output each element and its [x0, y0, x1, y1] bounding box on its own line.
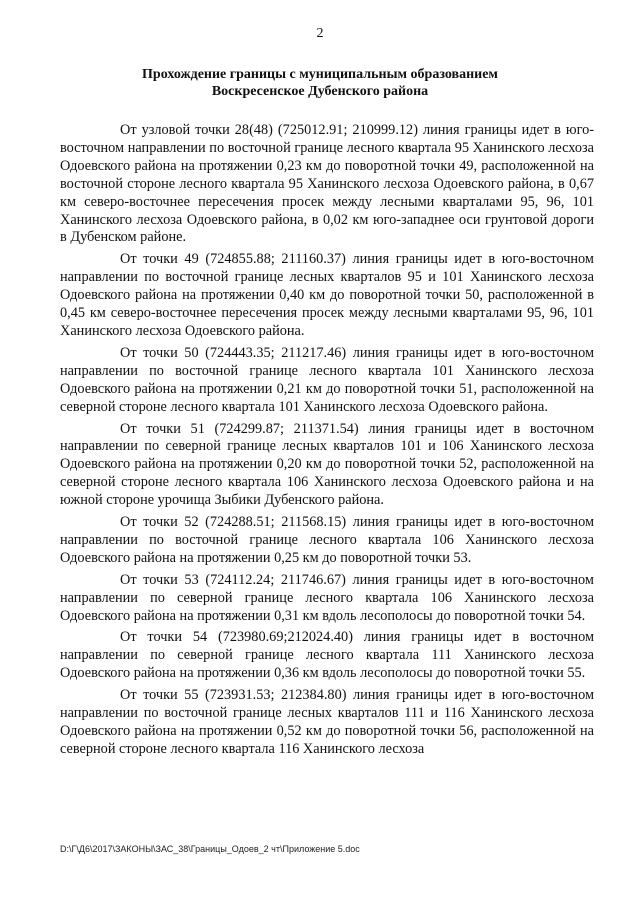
heading-line-1: Прохождение границы с муниципальным образованием — [142, 67, 498, 82]
paragraph-point-52: От точки 52 (724288.51; 211568.15) линия границы идет в юго-восточном направлении по восточной границе лесного квартала 106 Ханинского лесхоза Одоевского района на протяжении 0,25 км до поворотной точки 53. — [60, 514, 594, 566]
paragraph-point-28: От узловой точки 28(48) (725012.91; 210999.12) линия границы идет в юго-восточном направлении по восточной границе лесного квартала 95 Ханинского лесхоза Одоевского района на протяжении 0,23 км до поворотной точки 49, расположенной на восточной стороне лесного квартала 95 Ханинского лесхоза Одоевского района, в 0,67 км северо-восточнее пересечения просек между лесными кварталами 95, 96, 101 Ханинского лесхоза Одоевского района, в 0,02 км юго-западнее оси грунтовой дороги в Дубенском районе. — [60, 122, 594, 246]
paragraph-point-53: От точки 53 (724112.24; 211746.67) линия границы идет в юго-восточном направлении по северной границе лесного квартала 106 Ханинского лесхоза Одоевского района на протяжении 0,31 км вдоль лесополосы до поворотной точки 54. — [60, 571, 594, 624]
document-body — [60, 122, 594, 759]
paragraph-point-51: От точки 51 (724299.87; 211371.54) линия границы идет в восточном направлении по северной границе лесных кварталов 101 и 106 Ханинского лесхоза Одоевского района на протяжении 0,20 км до поворотной точки 52, расположенной на северной стороне лесного квартала 106 Ханинского лесхоза Одоевского района и на южной стороне урочища Зыбики Дубенского района. — [60, 420, 594, 509]
paragraph-point-54: От точки 54 (723980.69;212024.40) линия границы идет в восточном направлении по северной границе лесного квартала 111 Ханинского лесхоза Одоевского района на протяжении 0,36 км вдоль лесополосы до поворотной точки 55. — [60, 629, 594, 682]
heading-line-2: Воскресенское Дубенского района — [211, 84, 429, 99]
file-path-footer: D:\Г\Д6\2017\ЗАКОНЫ\ЗАС_38\Границы_Одоев_2 чт\Приложение 5.doc — [60, 844, 360, 854]
paragraph-point-50: От точки 50 (724443.35; 211217.46) линия границы идет в юго-восточном направлении по восточной границе лесного квартала 101 Ханинского лесхоза Одоевского района на протяжении 0,21 км до поворотной точки 51, расположенной на северной стороне лесного квартала 101 Ханинского лесхоза Одоевского района. — [60, 344, 594, 415]
document-heading — [60, 66, 580, 100]
paragraph-point-49: От точки 49 (724855.88; 211160.37) линия границы идет в юго-восточном направлении по восточной границе лесных кварталов 95 и 101 Ханинского лесхоза Одоевского района на протяжении 0,40 км до поворотной точки 50, расположенной в 0,45 км северо-восточнее пересечения просек между лесными кварталами 95, 96, 101 Ханинского лесхоза Одоевского района. — [60, 251, 594, 339]
page-number: 2 — [316, 26, 324, 41]
paragraph-point-55: От точки 55 (723931.53; 212384.80) линия границы идет в юго-восточном направлении по восточной границе лесных кварталов 111 и 116 Ханинского лесхоза Одоевского района на протяжении 0,52 км до поворотной точки 56, расположенной на северной стороне лесного квартала 116 Ханинского лесхоза — [60, 687, 594, 757]
